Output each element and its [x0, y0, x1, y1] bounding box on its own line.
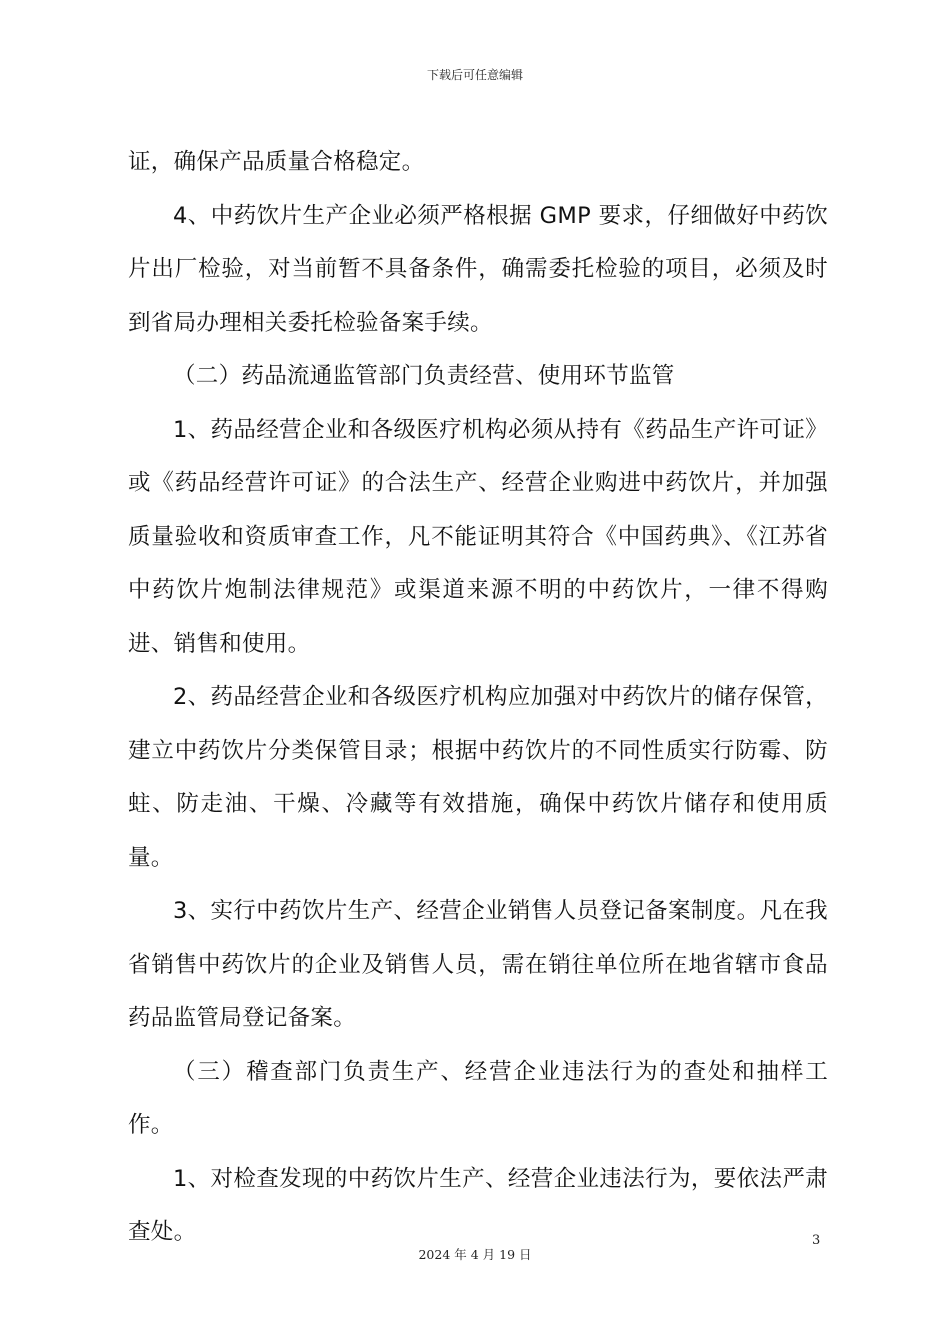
paragraph-item-1: 1、药品经营企业和各级医疗机构必须从持有《药品生产许可证》或《药品经营许可证》的合法生产、经营企业购进中药饮片，并加强质量验收和资质审查工作，凡不能证明其符合《中国药典》、《江苏省中药饮片炮制法律规范》或渠道来源不明的中药饮片，一律不得购进、销售和使用。 [128, 416, 828, 657]
footer-date: 2024 年 4 月 19 日 [418, 1247, 532, 1262]
section-heading-2: （二）药品流通监管部门负责经营、使用环节监管 [173, 363, 675, 389]
paragraph-continuation: 证，确保产品质量合格稳定。 [128, 149, 425, 175]
document-body [128, 136, 828, 1260]
paragraph-item-1b: 1、对检查发现的中药饮片生产、经营企业违法行为，要依法严肃查处。 [128, 1165, 828, 1245]
paragraph-item-3: 3、实行中药饮片生产、经营企业销售人员登记备案制度。凡在我省销售中药饮片的企业及销售人员，需在销往单位所在地省辖市食品药品监管局登记备案。 [128, 898, 828, 1031]
paragraph-item-4: 4、中药饮片生产企业必须严格根据 GMP 要求，仔细做好中药饮片出厂检验，对当前暂不具备条件，确需委托检验的项目，必须及时到省局办理相关委托检验备案手续。 [128, 202, 828, 336]
paragraph-item-2: 2、药品经营企业和各级医疗机构应加强对中药饮片的储存保管，建立中药饮片分类保管目录；根据中药饮片的不同性质实行防霉、防蛀、防走油、干燥、冷藏等有效措施，确保中药饮片储存和使用质量。 [128, 684, 828, 871]
section-heading-3: （三）稽查部门负责生产、经营企业违法行为的查处和抽样工作。 [128, 1058, 828, 1138]
header-note: 下载后可任意编辑 [426, 68, 523, 82]
page-number: 3 [812, 1233, 821, 1248]
